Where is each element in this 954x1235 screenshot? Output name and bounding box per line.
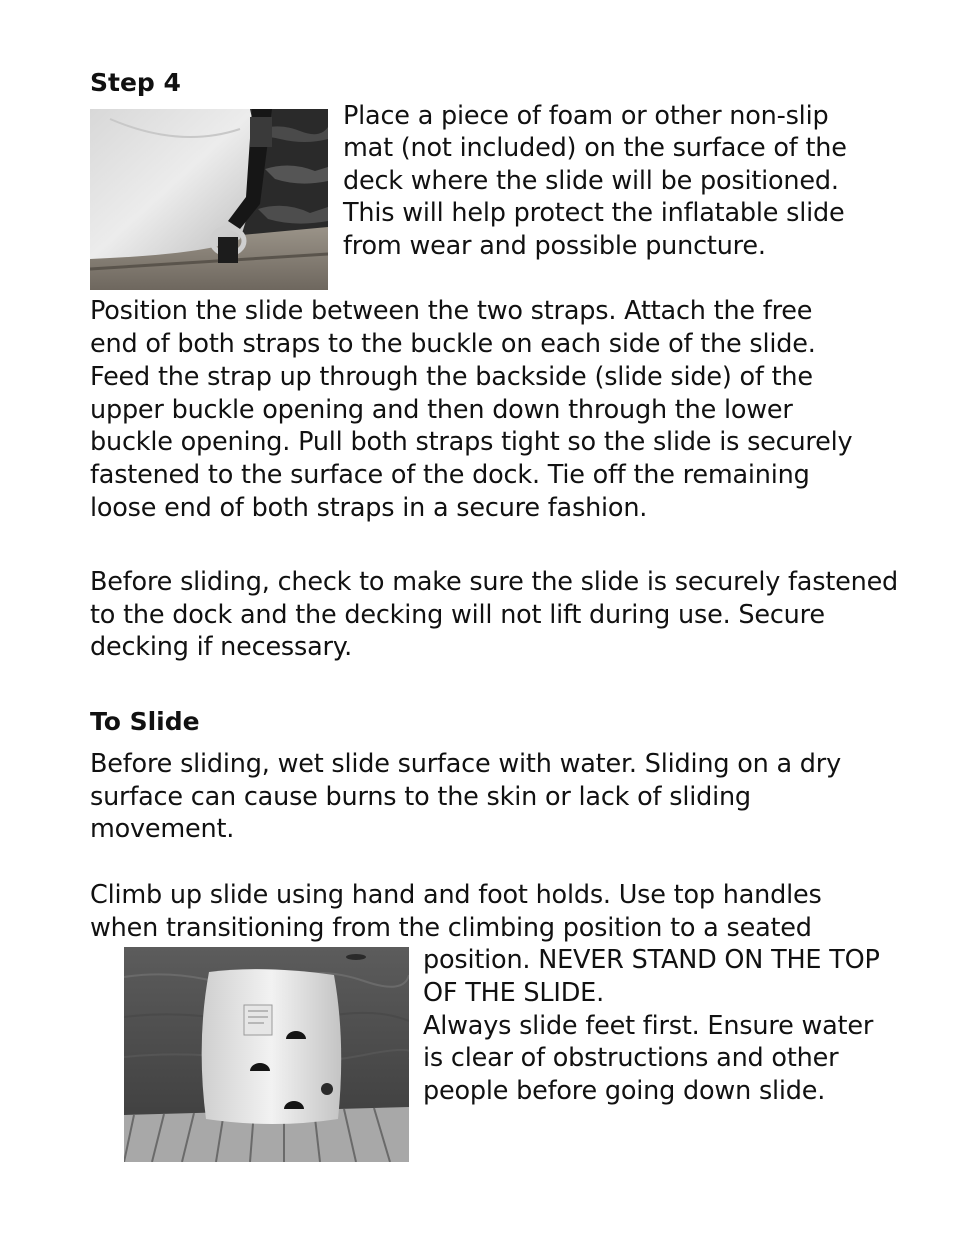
strap-line: Position the slide between the two straps. Attach the free [90,296,813,326]
climb-line: Climb up slide using hand and foot holds. Use top handles [90,880,822,910]
foam-line: from wear and possible puncture. [343,231,766,261]
strap-buckle-photo [90,109,328,290]
foam-line: mat (not included) on the surface of the [343,133,847,163]
to-slide-heading: To Slide [90,707,200,736]
climb-line: when transitioning from the climbing position to a seated [90,913,812,943]
side-line: people before going down slide. [423,1076,826,1106]
side-line: OF THE SLIDE. [423,978,604,1008]
check-line: decking if necessary. [90,632,352,662]
slide-on-dock-photo [124,947,409,1162]
strap-line: Feed the strap up through the backside (slide side) of the [90,362,813,392]
strap-line: fastened to the surface of the dock. Tie off the remaining [90,460,810,490]
strap-line: buckle opening. Pull both straps tight so the slide is securely [90,427,853,457]
foam-line: Place a piece of foam or other non-slip [343,101,829,131]
side-line: position. NEVER STAND ON THE TOP [423,945,880,975]
step-4-heading: Step 4 [90,68,181,97]
strap-line: upper buckle opening and then down through the lower [90,395,793,425]
foam-line: This will help protect the inflatable slide [343,198,845,228]
strap-line: loose end of both straps in a secure fashion. [90,493,648,523]
foam-line: deck where the slide will be positioned. [343,166,839,196]
strap-line: end of both straps to the buckle on each side of the slide. [90,329,816,359]
side-line: is clear of obstructions and other [423,1043,839,1073]
wet-line: movement. [90,814,235,844]
wet-line: Before sliding, wet slide surface with water. Sliding on a dry [90,749,841,779]
check-line: to the dock and the decking will not lift during use. Secure [90,600,825,630]
wet-line: surface can cause burns to the skin or lack of sliding [90,782,751,812]
check-line: Before sliding, check to make sure the slide is securely fastened [90,567,899,597]
side-line: Always slide feet first. Ensure water [423,1011,874,1041]
